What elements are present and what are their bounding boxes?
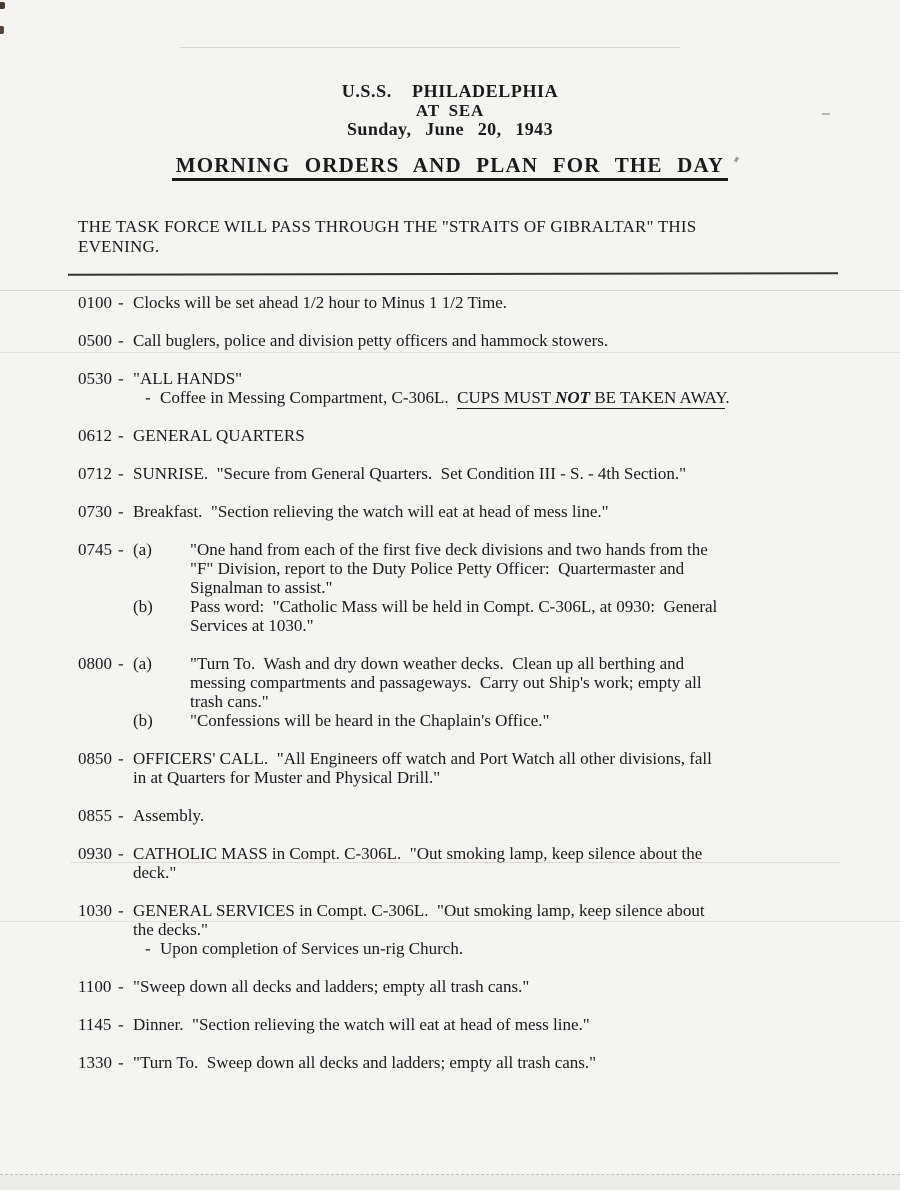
item-lines (190, 540, 900, 597)
text-segment: Coffee in Messing Compartment, C-306L. (160, 388, 458, 407)
entry-dash: - (118, 901, 124, 920)
entry-line: OFFICERS' CALL. "All Engineers off watch and Port Watch all other divisions, fall (133, 749, 712, 768)
order-entry (78, 749, 900, 787)
entry-content (133, 502, 900, 521)
orders-list (0, 293, 900, 1072)
entry-line: Signalman to assist." (190, 578, 333, 597)
entry-time: 1100 (78, 977, 112, 996)
entry-time: 1030 (78, 901, 112, 920)
entry-line: "Turn To. Sweep down all decks and ladders; empty all trash cans." (133, 1053, 597, 1072)
order-entry (78, 1015, 900, 1034)
entry-line: deck." (133, 863, 177, 882)
scan-streak (0, 921, 900, 922)
lettered-item (133, 654, 900, 711)
text-segment: BE TAKEN AWAY (590, 388, 726, 407)
item-lines (190, 654, 900, 711)
text-segment: CUPS MUST (457, 388, 556, 407)
item-letter: (a) (133, 540, 152, 559)
scan-streak (0, 290, 900, 291)
entry-line: Clocks will be set ahead 1/2 hour to Minus 1 1/2 Time. (133, 293, 507, 312)
sub-item-dash: - (145, 388, 151, 407)
entry-content (133, 1015, 900, 1034)
notice-paragraph (78, 217, 840, 257)
scan-speck (822, 113, 830, 115)
lettered-item (133, 597, 900, 635)
order-entry (78, 369, 900, 407)
item-letter: (b) (133, 711, 153, 730)
order-entry (78, 654, 900, 730)
entry-line: Upon completion of Services un-rig Church. (160, 939, 464, 958)
entry-line: "F" Division, report to the Duty Police Petty Officer: Quartermaster and (190, 559, 685, 578)
entry-dash: - (118, 844, 124, 863)
entry-content (133, 977, 900, 996)
entry-line: "ALL HANDS" (133, 369, 243, 388)
sub-item (133, 388, 900, 407)
ship-name: U.S.S. PHILADELPHIA (341, 81, 559, 101)
entry-line: in at Quarters for Muster and Physical Drill." (133, 768, 441, 787)
lettered-item (133, 540, 900, 597)
sub-item (133, 939, 900, 958)
entry-line: messing compartments and passageways. Carry out Ship's work; empty all (190, 673, 702, 692)
entry-time: 0930 (78, 844, 112, 863)
location-line: AT SEA (415, 101, 485, 120)
item-letter: (a) (133, 654, 152, 673)
entry-line: Pass word: "Catholic Mass will be held in Compt. C-306L, at 0930: General (190, 597, 718, 616)
scan-streak (0, 352, 900, 353)
entry-dash: - (118, 654, 124, 673)
entry-dash: - (118, 464, 124, 483)
entry-dash: - (118, 540, 124, 559)
title-row (0, 153, 900, 181)
entry-line: "One hand from each of the first five deck divisions and two hands from the (190, 540, 708, 559)
text-segment: . (725, 388, 730, 407)
item-lines (160, 939, 900, 958)
document-title: MORNING ORDERS AND PLAN FOR THE DAY (172, 153, 729, 181)
order-entry (78, 806, 900, 825)
entry-dash: - (118, 426, 124, 445)
scan-streak (70, 862, 840, 863)
entry-line: Breakfast. "Section relieving the watch will eat at head of mess line." (133, 502, 609, 521)
emphasized-not: NOT (555, 388, 591, 407)
entry-time: 0100 (78, 293, 112, 312)
scan-speck (0, 2, 5, 9)
notice-line: EVENING. (78, 237, 160, 256)
entry-time: 1330 (78, 1053, 112, 1072)
entry-dash: - (118, 502, 124, 521)
order-entry (78, 977, 900, 996)
lettered-item (133, 711, 900, 730)
entry-content (133, 749, 900, 787)
entry-line: "Confessions will be heard in the Chaplain's Office." (190, 711, 550, 730)
entry-dash: - (118, 806, 124, 825)
entry-line: "Turn To. Wash and dry down weather decks. Clean up all berthing and (190, 654, 685, 673)
entry-dash: - (118, 331, 124, 350)
document-header (0, 0, 900, 181)
scan-streak (180, 47, 680, 48)
entry-line: the decks." (133, 920, 208, 939)
entry-dash: - (118, 1015, 124, 1034)
item-letter: (b) (133, 597, 153, 616)
entry-time: 0745 (78, 540, 112, 559)
entry-content (133, 464, 900, 483)
entry-line: GENERAL QUARTERS (133, 426, 305, 445)
date-line: Sunday, June 20, 1943 (347, 119, 553, 139)
entry-content (133, 293, 900, 312)
notice-line: THE TASK FORCE WILL PASS THROUGH THE "STRAITS OF GIBRALTAR" THIS (78, 217, 697, 236)
entry-content (133, 369, 900, 407)
entry-content (133, 654, 900, 730)
entry-content (133, 844, 900, 882)
order-entry (78, 901, 900, 958)
entry-line: GENERAL SERVICES in Compt. C-306L. "Out smoking lamp, keep silence about (133, 901, 705, 920)
entry-time: 0530 (78, 369, 112, 388)
entry-line: CATHOLIC MASS in Compt. C-306L. "Out smoking lamp, keep silence about the (133, 844, 703, 863)
entry-line: SUNRISE. "Secure from General Quarters. Set Condition III - S. - 4th Section." (133, 464, 687, 483)
sub-item-dash: - (145, 939, 151, 958)
order-entry (78, 540, 900, 635)
item-lines (190, 711, 900, 730)
entry-content (133, 540, 900, 635)
horizontal-rule (68, 272, 838, 276)
entry-dash: - (118, 749, 124, 768)
entry-time: 0712 (78, 464, 112, 483)
entry-line: Dinner. "Section relieving the watch will eat at head of mess line." (133, 1015, 590, 1034)
entry-time: 0855 (78, 806, 112, 825)
entry-time: 0800 (78, 654, 112, 673)
entry-time: 0730 (78, 502, 112, 521)
entry-content (133, 331, 900, 350)
order-entry (78, 293, 900, 312)
item-lines (190, 597, 900, 635)
entry-time: 0612 (78, 426, 112, 445)
entry-dash: - (118, 369, 124, 388)
order-entry (78, 464, 900, 483)
entry-dash: - (118, 293, 124, 312)
order-entry (78, 502, 900, 521)
entry-content (133, 1053, 900, 1072)
entry-content (133, 901, 900, 958)
order-entry (78, 331, 900, 350)
entry-time: 0500 (78, 331, 112, 350)
entry-line (160, 388, 730, 407)
entry-dash: - (118, 977, 124, 996)
entry-line: Assembly. (133, 806, 205, 825)
page-bottom-strip (0, 1175, 900, 1190)
order-entry (78, 844, 900, 882)
entry-line: "Sweep down all decks and ladders; empty all trash cans." (133, 977, 530, 996)
entry-time: 1145 (78, 1015, 112, 1034)
entry-content (133, 426, 900, 445)
scan-speck (0, 26, 4, 34)
entry-content (133, 806, 900, 825)
entry-line: trash cans." (190, 692, 269, 711)
entry-line: Call buglers, police and division petty officers and hammock stowers. (133, 331, 609, 350)
order-entry (78, 426, 900, 445)
order-entry (78, 1053, 900, 1072)
entry-line: Services at 1030." (190, 616, 314, 635)
entry-dash: - (118, 1053, 124, 1072)
entry-time: 0850 (78, 749, 112, 768)
